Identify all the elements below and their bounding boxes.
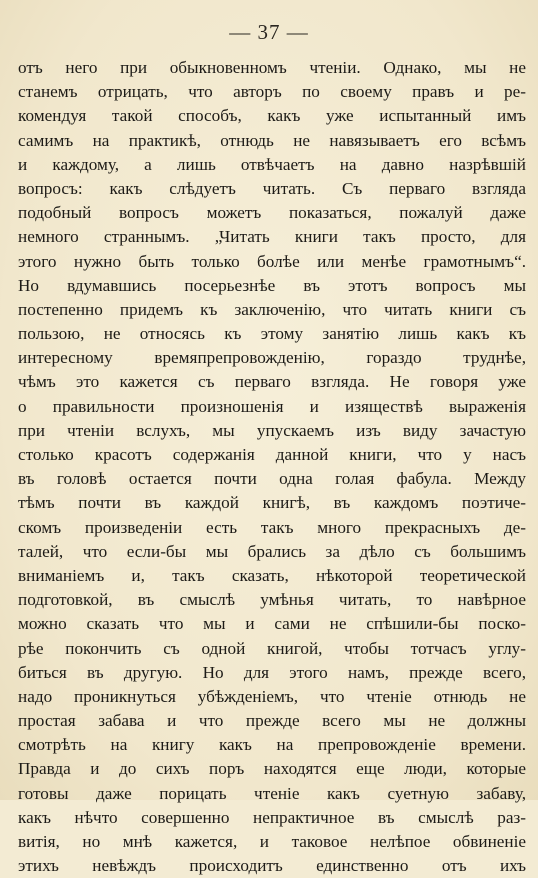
text-line: станемъ отрицать, что авторъ по своему правъ и ре- (18, 82, 526, 102)
text-line: подготовкой, въ смыслѣ умѣнья читать, то навѣрное (18, 590, 526, 610)
text-line: вопросъ: какъ слѣдуетъ читать. Съ перваго взгляда (18, 178, 526, 198)
text-line: самимъ на практикѣ, отнюдь не навязываетъ его всѣмъ (18, 130, 526, 150)
text-line: какъ нѣчто совершенно непрактичное въ смыслѣ раз- (18, 807, 526, 827)
text-line: Но вдумавшись посерьезнѣе въ этотъ вопросъ мы (18, 275, 526, 295)
text-line: рѣе покончить съ одной книгой, чтобы тотчасъ углу- (18, 638, 526, 658)
page-text (18, 56, 526, 878)
text-line: интересному времяпрепровожденію, гораздо труднѣе, (18, 348, 526, 368)
page-number: — 37 — (229, 20, 309, 44)
text-line: тѣмъ почти въ каждой книгѣ, въ каждомъ поэтиче- (18, 493, 526, 513)
text-line: этого нужно быть только болѣе или менѣе грамотнымъ“. (18, 251, 526, 271)
text-line: пользою, не относясь къ этому занятію лишь какъ къ (18, 324, 526, 344)
text-line: столько красотъ содержанія данной книги, что у насъ (18, 445, 526, 464)
text-line: и каждому, а лишь отвѣчаетъ на давно назрѣвшій (18, 154, 526, 174)
text-line: немного страннымъ. „Читать книги такъ просто, для (18, 227, 526, 247)
text-line: можно сказать что мы и сами не спѣшили-бы поско- (18, 614, 526, 634)
text-line: надо проникнуться убѣжденіемъ, что чтеніе отнюдь не (18, 686, 526, 706)
text-line: скомъ произведеніи есть такъ много прекрасныхъ де- (18, 517, 526, 537)
text-line: чѣмъ это кажется съ перваго взгляда. Не говоря уже (18, 372, 526, 392)
text-line: вниманіемъ и, такъ сказать, нѣкоторой теоретической (18, 565, 526, 585)
text-line: витія, но мнѣ кажется, и таковое нелѣпое обвиненіе (18, 832, 526, 851)
text-line: Правда и до сихъ поръ находятся еще люди, которые (18, 759, 526, 779)
text-line: при чтеніи вслухъ, мы упускаемъ изъ виду зачастую (18, 420, 526, 440)
text-line: смотрѣть на книгу какъ на препровожденіе времени. (18, 735, 526, 755)
text-line: о правильности произношенія и изяществѣ выраженія (18, 396, 526, 416)
text-line: постепенно придемъ къ заключенію, что читать книги съ (18, 299, 526, 319)
text-line: этихъ невѣждъ происходитъ единственно отъ ихъ (18, 856, 526, 876)
text-line: биться въ другую. Но для этого намъ, прежде всего, (18, 662, 526, 682)
text-line: простая забава и что прежде всего мы не должны (18, 711, 526, 731)
text-line: талей, что если-бы мы брались за дѣло съ большимъ (18, 541, 526, 561)
text-line: въ головѣ остается почти одна голая фабула. Между (18, 469, 526, 489)
text-line: подобный вопросъ можетъ показаться, пожалуй даже (18, 203, 526, 223)
text-line: отъ него при обыкновенномъ чтеніи. Однако, мы не (18, 58, 526, 77)
text-line: комендуя такой способъ, какъ уже испытанный имъ (18, 106, 526, 126)
text-line: готовы даже порицать чтеніе какъ суетную забаву, (18, 783, 526, 803)
